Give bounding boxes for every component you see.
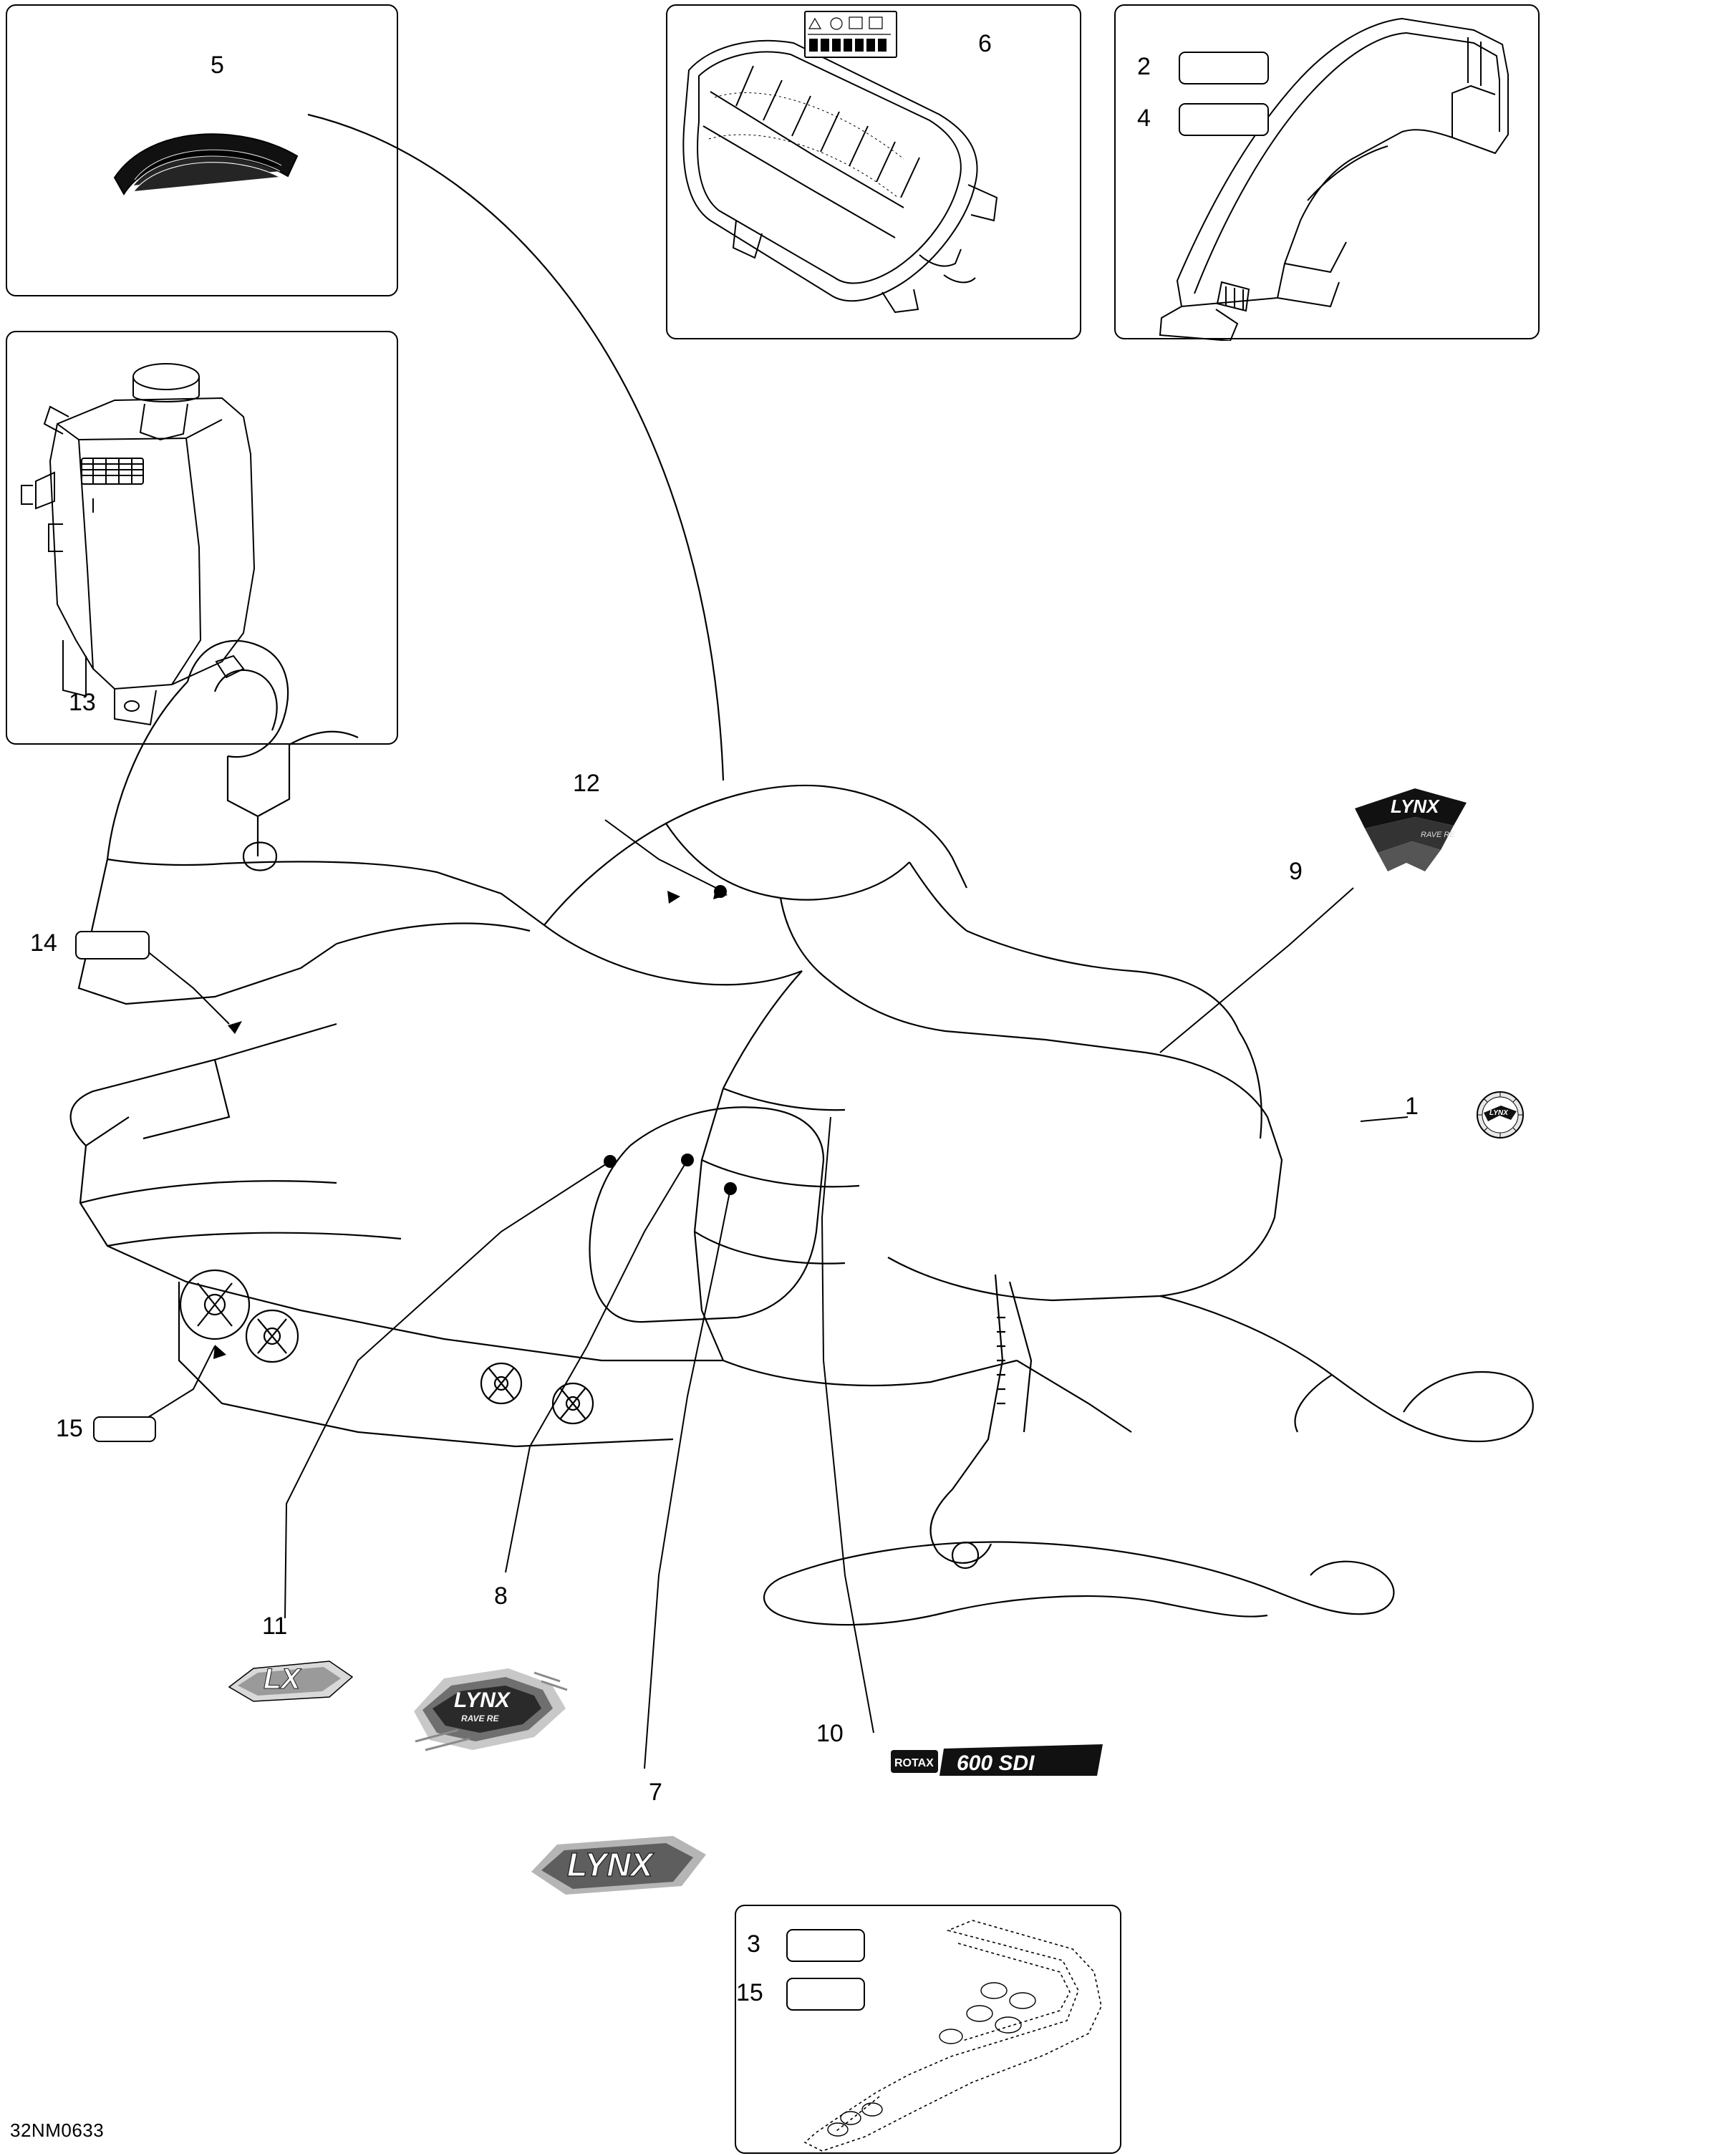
warning-pictogram-label — [805, 11, 897, 57]
svg-text:LYNX: LYNX — [1489, 1109, 1508, 1117]
callout-13: 13 — [69, 689, 96, 716]
tag-label-2 — [1179, 52, 1269, 84]
callout-15: 15 — [56, 1415, 83, 1442]
callout-11: 11 — [262, 1613, 288, 1640]
svg-text:LYNX: LYNX — [454, 1688, 510, 1712]
callout-14: 14 — [30, 929, 57, 957]
decal-emblem-1 — [1468, 1083, 1532, 1147]
panel-seat-6 — [666, 4, 1081, 339]
tag-label-16 — [786, 1978, 865, 2011]
callout-6: 6 — [978, 30, 992, 57]
svg-text:600 SDI: 600 SDI — [957, 1751, 1035, 1775]
decal-lx-11 — [222, 1647, 358, 1715]
callout-12: 12 — [573, 770, 600, 797]
warning-decal-art — [7, 6, 400, 298]
panel-tunnel-2-4 — [1114, 4, 1540, 339]
svg-text:RAVE RE: RAVE RE — [461, 1713, 499, 1724]
decal-lynx-7 — [523, 1826, 716, 1905]
callout-4: 4 — [1137, 105, 1151, 132]
callout-7: 7 — [649, 1779, 662, 1806]
coolant-reservoir-art — [7, 332, 400, 746]
svg-text:LX: LX — [264, 1663, 301, 1695]
seat-assembly-art — [667, 6, 1083, 341]
svg-text:LYNX: LYNX — [567, 1846, 653, 1883]
callout-1: 1 — [1405, 1093, 1419, 1120]
document-footer-code: 32NM0633 — [10, 2119, 105, 2141]
callout-16: 15 — [736, 1979, 763, 2006]
decal-lynx-hood-9 — [1346, 784, 1475, 877]
callout-2: 2 — [1137, 53, 1151, 80]
tag-label-15 — [93, 1416, 156, 1442]
panel-coolant-tank-13 — [6, 331, 398, 745]
decal-lynx-rave-8 — [401, 1661, 580, 1761]
svg-text:LYNX: LYNX — [1391, 796, 1439, 817]
callout-8: 8 — [494, 1582, 508, 1610]
tag-label-14 — [75, 931, 150, 959]
decal-rotax-600sdi-10 — [888, 1740, 1103, 1784]
svg-text:RAVE RE: RAVE RE — [1421, 831, 1455, 839]
callout-5: 5 — [211, 52, 224, 79]
tag-label-4 — [1179, 103, 1269, 136]
svg-text:ROTAX: ROTAX — [894, 1757, 934, 1769]
callout-9: 9 — [1289, 858, 1303, 885]
callout-10: 10 — [816, 1720, 844, 1747]
tag-label-3 — [786, 1929, 865, 1962]
callout-3: 3 — [747, 1930, 760, 1958]
panel-warning-decal-5 — [6, 4, 398, 296]
